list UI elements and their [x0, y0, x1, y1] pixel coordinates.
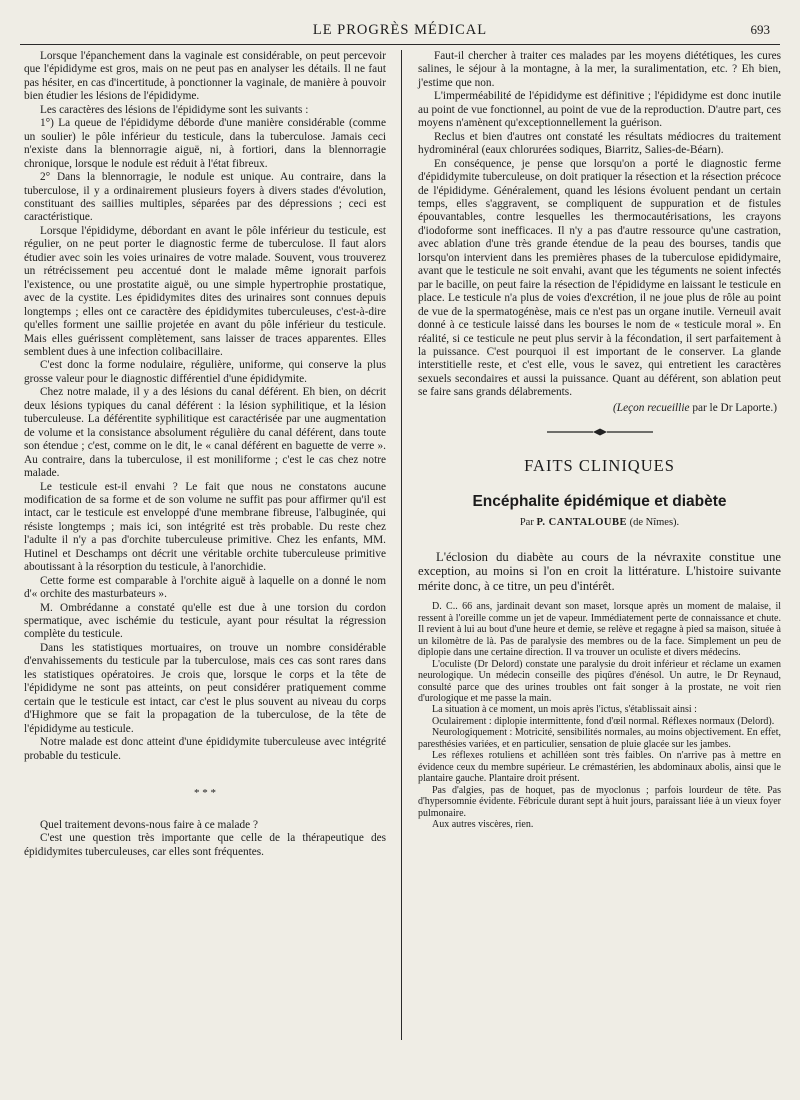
paragraph: Dans les statistiques mortuaires, on trouve un nombre considérable d'envahissements du testicule par la tuberculose, mais ces cas sont rares dans les statistiques opératoires. Je crois que, lorsque le corps et la tête de l'épididyme ne sont pas atteints, on peut considérer pratiquement comme certain que le testicule est intact, car c'est le plus souvent au niveau du corps d'Highmore que se fait la propagation de la tuberculose, de la tête de l'épididyme au testicule. [24, 641, 386, 735]
paragraph: Cette forme est comparable à l'orchite aiguë à laquelle on a donné le nom d'« orchite des masturbateurs ». [24, 574, 386, 601]
paragraph: C'est une question très importante que celle de la thérapeutique des épididymites tuberculeuses, car elles sont fréquentes. [24, 832, 386, 858]
paragraph: En conséquence, je pense que lorsqu'on a porté le diagnostic ferme d'épididymite tuberculeuse, on doit pratiquer la résection et la résection précoce de l'épididyme. Généralement, quand les lésions évoluent pendant un certain temps, elles s'aggravent, se compliquent de suppuration et de fistules épouvantables, contre lesquelles les thermocautérisations, les crayons d'iodoforme sont inefficaces. Il n'y a pas d'autre ressource qu'une castration, avec ablation d'une très grande étendue de la peau des bourses, tandis que lorsqu'on intervient dans les premières phases de la tuberculose epididymaire, avant que le testicule ne soit envahi, avant que les téguments ne soient infectés par le bacille, on peut faire la résection de l'épididyme en laissant le testicule en place. Le testicule n'a plus de voies d'excrétion, il ne joue plus de rôle au point de vue de la spermatogénèse, mais ce n'est pas un organe inutile. Verneuil avait donné à ce testicule laissé dans les bourses le nom de « testicule moral ». En réalité, si ce testicule ne peut plus servir à la fécondation, il sert parfaitement à la puissance. C'est pourquoi il est important de le conserver. La glande interstitielle reste, et c'est elle, vous le savez, qui entretient les caractères sexuels secondaires et aussi la puissance. Quant au déférent, son ablation peut se faire sans grands délabrements. [418, 157, 781, 399]
case-paragraph: Oculairement : diplopie intermittente, fond d'œil normal. Réflexes normaux (Delord). [432, 715, 775, 727]
paragraph: Faut-il chercher à traiter ces malades par les moyens diététiques, les cures salines, le séjour à la montagne, à la mer, la suralimentation, etc. ? Eh bien, j'estime que non. [418, 50, 781, 89]
paragraph: Les caractères des lésions de l'épididyme sont les suivants : [40, 103, 309, 116]
signature [418, 402, 781, 415]
case-paragraph: La situation à ce moment, un mois après l'ictus, s'établissait ainsi : [432, 704, 697, 716]
column-divider [401, 50, 402, 1040]
case-report [418, 601, 781, 830]
paragraph: Le testicule est-il envahi ? Le fait que nous ne constatons aucune modification de sa forme et de son volume ne suffit pas pour affirmer qu'il est intact, car le testicule est enveloppé d'une membrane fibreuse, l'albuginée, qui résiste longtemps ; mais ici, son intégrité est très probable. Du reste chez l'adulte il n'y a pas d'orchite tuberculeuse primitive. Chez les enfants, MM. Hutinel et Deschamps ont décrit une véritable orchite tuberculeuse primitive aboutissant à la résorption du testicule, à l'anorchidie. [24, 480, 386, 574]
paragraph: Lorsque l'épididyme, débordant en avant le pôle inférieur du testicule, est régulier, on ne peut porter le diagnostic ferme de tuberculose. Il faut alors étudier avec soin les voies urinaires de votre malade. Souvent, vous trouverez un rétrécissement peu accentué dont le malade même ignorait parfois l'existence, ou une prostatite aiguë, ou une simple hypertrophie prostatique, avec de la cystite. Les épididymites dites des urinaires sont connues depuis longtemps ; elles ont ce caractère des épididymites tuberculeuses, c'est-à-dire qu'elles forment une saillie projetée en avant du pôle inférieur du testicule. Mais elles guérissent complètement, sans laisser de traces apparentes. Elles semblent dues à une infection colibacillaire. [24, 224, 386, 358]
case-paragraph: Neurologiquement : Motricité, sensibilités normales, au moins objectivement. En effet, paresthésies variées, et en particulier, sensation de pluie glacée sur les jambes. [418, 727, 781, 750]
article-title: Encéphalite épidémique et diabète [472, 492, 727, 510]
byline [418, 516, 781, 529]
case-paragraph: D. C.. 66 ans, jardinait devant son maset, lorsque après un moment de malaise, il ressent à l'oreille comme un jet de vapeur. Immédiatement perte de connaissance et chute. Il revient à lui au bout d'une heure et demie, se relève et regagne à pied sa maison, située à un kilomètre de là. Pas de paralysie des membres ou de la face. Simplement un peu de diplopie dans une certaine direction. Il va trouver un oculiste et divers médecins. [418, 601, 781, 659]
paragraph: Lorsque l'épanchement dans la vaginale est considérable, on peut percevoir que l'épididyme est gros, mais on ne peut pas en analyser les détails. Il ne faut pas hésiter, en cas d'incertitude, à ponctionner la vaginale, de manière à pouvoir bien étudier les lésions de l'épididyme. [24, 50, 386, 103]
ornament-divider-icon [545, 427, 655, 437]
signature-suffix: par le Dr Laporte.) [692, 401, 777, 414]
left-column [24, 50, 386, 859]
case-paragraph: Aux autres viscères, rien. [432, 818, 534, 830]
header-rule [20, 44, 780, 45]
intro-paragraph: L'éclosion du diabète au cours de la névraxite constitue une exception, au moins si l'on en croit la littérature. L'histoire suivante mérite donc, à ce titre, un peu d'intérêt. [418, 549, 781, 593]
case-paragraph: Les réflexes rotuliens et achilléen sont très faibles. On n'arrive pas à mettre en évidence ceux du membre supérieur. Le crémastérien, les abdominaux abolis, ainsi que le plantaire gauche. Plantaire droit présent. [418, 750, 781, 785]
byline-place: (de Nîmes). [629, 517, 680, 529]
signature-prefix: (Leçon recueillie [613, 401, 690, 414]
paragraph: 1°) La queue de l'épididyme déborde d'une manière considérable (comme un soulier) le pôle inférieur du testicule, dans la tuberculose. Jamais ceci n'existe dans la blennorragie aiguë, ni, à fortiori, dans la blennorragie chronique, lorsque le nodule est réduit à l'état fibreux. [24, 117, 386, 170]
section-title: FAITS CLINIQUES [524, 456, 675, 476]
byline-author: P. CANTALOUBE [536, 517, 627, 529]
paragraph: Quel traitement devons-nous faire à ce malade ? [40, 819, 258, 832]
paragraph: C'est donc la forme nodulaire, régulière, uniforme, qui conserve la plus grosse valeur pour le diagnostic différentiel d'une épididymite. [24, 359, 386, 385]
paragraph: 2° Dans la blennorragie, le nodule est unique. Au contraire, dans la tuberculose, il y a ordinairement plusieurs foyers à divers stades d'évolution, constituant des saillies multiples, séparées par des dépressions ; ceci est caractéristique. [24, 171, 386, 224]
page-header [0, 0, 800, 48]
byline-par: Par [519, 517, 534, 529]
page-number: 693 [750, 22, 770, 37]
article-intro [418, 550, 781, 594]
case-paragraph: Pas d'algies, pas de hoquet, pas de myoclonus ; parfois lourdeur de tête. Pas d'hypersomnie évidente. Fébricule durant sept à huit jours, paraissant liée à un vieux foyer pulmonaire. [418, 784, 781, 819]
paragraph: Reclus et bien d'autres ont constaté les résultats médiocres du traitement hydrominéral (eaux chlorurées sodiques, Biarritz, Salies-de-Béarn). [418, 130, 781, 157]
paragraph: Chez notre malade, il y a des lésions du canal déférent. Eh bien, on décrit deux lésions typiques du canal déférent : la lésion syphilitique, et la lésion tuberculeuse. La déférentite syphilitique est caractérisée par une augmentation de volume et la consistance absolument régulière du canal déférent, dans toute son étendue ; c'est, comme on le dit, le « canal déférent en baguette de verre ». Au contraire, dans la tuberculose, il est moniliforme ; c'est le cas chez notre malade. [24, 386, 386, 480]
paragraph: L'imperméabilité de l'épididyme est définitive ; l'épididyme est donc inutile au point de vue fonctionnel, au point de vue de la reproduction. D'autre part, ces moyens n'amènent qu'exceptionnellement la guérison. [418, 90, 781, 130]
right-column [418, 50, 781, 830]
case-paragraph: L'oculiste (Dr Delord) constate une paralysie du droit inférieur et réclame un examen neurologique. Un médecin conseille des piqûres d'énésol. Un autre, le Dr Reynaud, consulté parce que des urines troubles ont fait songer à la prostate, ne voit rien d'urologique et me passe la main. [418, 658, 781, 704]
journal-title: LE PROGRÈS MÉDICAL [312, 22, 488, 38]
paragraph: Notre malade est donc atteint d'une épididymite tuberculeuse avec intégrité probable du testicule. [24, 736, 386, 762]
section-stars: * * * [194, 787, 216, 800]
paragraph: M. Ombrédanne a constaté qu'elle est due à une torsion du cordon spermatique, avec ischémie du testicule, ayant pour résultat la régression complète du testicule. [24, 601, 386, 641]
